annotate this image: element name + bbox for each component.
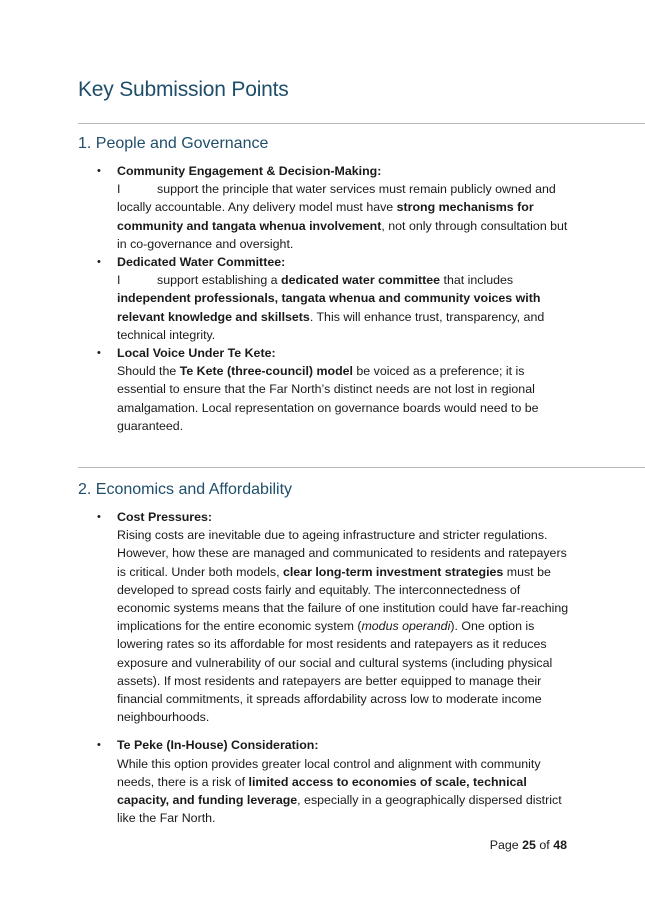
bullet-body — [117, 271, 572, 344]
bullet-lead: I — [117, 182, 121, 197]
bullet-body — [117, 180, 572, 253]
text-run: , especially in a geographically dispersed district like the Far North. — [117, 793, 562, 826]
text-run: ). One option is lowering rates so its affordable for most residents and ratepayers as it reduces exposure and vulnerability of our social and cultural systems (including physical assets). If most residents and ratepayers are better equipped to manage their financial commitments, it spreads affordability across low to moderate income neighbourhoods. — [117, 619, 553, 725]
bullet-list-people-governance — [97, 162, 572, 435]
text-run: , not only through consultation but in co-governance and oversight. — [117, 218, 568, 251]
bullet-title: Dedicated Water Committee: — [117, 255, 286, 270]
text-run: While this option provides greater local control and alignment with community needs, there is a risk of — [117, 756, 541, 789]
italic-run: modus operandi — [361, 619, 451, 634]
page-footer — [490, 838, 567, 852]
bullet-title: Local Voice Under Te Kete: — [117, 346, 276, 361]
section-divider — [78, 467, 645, 468]
bullet-lead: I — [117, 273, 121, 288]
bullet-title: Community Engagement & Decision-Making: — [117, 164, 382, 178]
list-item — [97, 344, 572, 435]
list-item — [97, 253, 572, 344]
bullet-title: Cost Pressures: — [117, 510, 213, 524]
text-run: that includes — [440, 273, 514, 288]
text-run: support establishing a — [157, 273, 281, 288]
bold-run: clear long-term investment strategies — [282, 564, 504, 579]
total-pages: 48 — [553, 838, 567, 852]
page-title: Key Submission Points — [78, 78, 289, 101]
bold-run: limited access to economies of scale, technical capacity, and funding leverage — [117, 774, 527, 808]
bullet-dot-icon: • — [97, 739, 101, 752]
bullet-list-economics-affordability — [97, 508, 572, 827]
list-item — [97, 508, 572, 726]
text-run: . This will enhance trust, transparency, and technical integrity. — [117, 309, 545, 342]
text-run: Should the — [117, 364, 180, 379]
bullet-body — [117, 362, 572, 435]
bold-run: independent professionals, tangata whenua and community voices with relevant knowledge and skillsets — [117, 291, 541, 324]
bold-run: Te Kete (three-council) model — [179, 364, 353, 379]
text-run: be voiced as a preference; it is essential to ensure that the Far North’s distinct needs are not lost in regional amalgamation. Local representation on governance boards would need to be guaranteed. — [117, 364, 539, 433]
bold-run: strong mechanisms for community and tangata whenua involvement — [117, 200, 534, 233]
bullet-title: Te Peke (In-House) Consideration: — [117, 738, 319, 753]
text-run: support the principle that water services must remain publicly owned and locally accountable. Any delivery model must have — [117, 182, 556, 215]
page-label: Page — [489, 838, 519, 852]
list-item — [97, 736, 572, 827]
of-label: of — [539, 838, 550, 852]
list-item — [97, 162, 572, 253]
section-heading-people-governance: 1. People and Governance — [78, 135, 269, 152]
bold-run: dedicated water committee — [281, 273, 441, 288]
bullet-dot-icon: • — [97, 511, 101, 523]
bullet-dot-icon: • — [97, 256, 101, 269]
page-number: 25 — [522, 838, 536, 852]
bullet-body — [117, 526, 572, 726]
bullet-dot-icon: • — [97, 165, 101, 177]
bullet-dot-icon: • — [97, 347, 101, 360]
bullet-body — [117, 755, 572, 828]
text-run: must be developed to spread costs fairly and equitably. The interconnectedness of economic systems means that the failure of one institution could have far-reaching implications for the entire economic system ( — [117, 564, 569, 634]
section-heading-economics-affordability: 2. Economics and Affordability — [78, 481, 293, 498]
section-divider — [78, 123, 645, 124]
text-run: Rising costs are inevitable due to ageing infrastructure and stricter regulations. However, how these are managed and communicated to residents and ratepayers is critical. Under both models, — [117, 528, 567, 579]
